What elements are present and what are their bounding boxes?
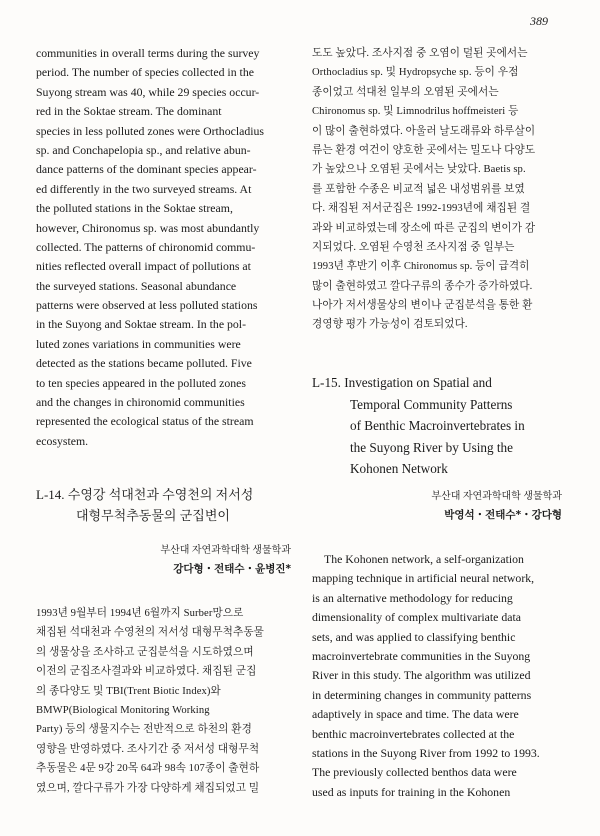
affiliation: 부산대 자연과학대학 생물학과: [431, 491, 562, 502]
heading-line: Kohonen Network: [350, 461, 448, 477]
text-line: 영향을 반영하였다. 조사기간 중 저서성 대형무척: [36, 743, 260, 755]
text-line: 1993년 후반기 이후 Chironomus sp. 등이 급격히: [312, 261, 530, 273]
text-line: however, Chironomus sp. was most abundantly: [36, 220, 260, 235]
text-line: 였으며, 깔다구류가 가장 다양하게 채집되었고 밀: [36, 782, 260, 794]
text-line: is an alternative methodology for reducing: [312, 590, 513, 605]
text-line: The previously collected benthos data were: [312, 765, 517, 780]
text-line: communities in overall terms during the survey: [36, 46, 260, 60]
byline-l15: [312, 488, 562, 524]
text-line: in determining changes in community patterns: [312, 687, 532, 702]
text-line: The Kohonen network, a self-organization: [324, 552, 524, 566]
text-line: benthic macroinvertebrates collected at the: [312, 726, 515, 741]
text-line: patterns were observed at less polluted stations: [36, 298, 258, 313]
heading-line: Temporal Community Patterns: [350, 396, 513, 412]
text-line: stations in the Suyong River from 1992 to 1993.: [312, 745, 540, 760]
text-line: 다. 채집된 저서군집은 1992-1993년에 채집된 결: [312, 203, 531, 215]
text-line: Chironomus sp. 및 Limnodrilus hoffmeisteri 등: [312, 106, 519, 118]
text-line: collected. The patterns of chironomid commu-: [36, 239, 256, 254]
text-line: and the changes in chironomid communities: [36, 395, 245, 410]
affiliation: 부산대 자연과학대학 생물학과: [160, 545, 291, 556]
text-line: Orthocladius sp. 및 Hydropsyche sp. 등이 우점: [312, 67, 519, 79]
text-line: 나아가 저서생물상의 변이나 군집분석을 통한 환: [312, 300, 533, 312]
authors: 강다형・전태수・윤병진*: [173, 563, 291, 575]
text-line: 류는 환경 여건이 양호한 곳에서는 밀도나 다양도: [312, 144, 536, 156]
section-heading-l14: [36, 484, 291, 526]
text-line: 의 종다양도 및 TBI(Trent Biotic Index)와: [36, 685, 221, 697]
abstract-l14-korean: [36, 604, 291, 798]
page-number: 389: [530, 14, 548, 28]
text-line: 과와 비교하였는데 장소에 따른 군집의 변이가 감: [312, 222, 536, 234]
heading-line: L-15. Investigation on Spatial and: [312, 375, 492, 390]
text-line: 이 많이 출현하였다. 아울러 날도래류와 하루살이: [312, 125, 536, 137]
abstract-l13-english: [36, 44, 291, 451]
text-line: sets, and was applied to classifying benthic: [312, 629, 516, 644]
text-line: Suyong stream was 40, while 29 species occur-: [36, 84, 260, 99]
abstract-l15-english: [312, 550, 562, 802]
text-line: River in this study. The algorithm was utilized: [312, 668, 531, 683]
heading-line: the Suyong River by Using the: [350, 439, 514, 455]
text-line: 채집된 석대천과 수영천의 저서성 대형무척추동물: [36, 627, 264, 639]
text-line: dance patterns of the dominant species appear-: [36, 162, 257, 177]
text-line: detected as the stations became polluted. Five: [36, 356, 252, 371]
heading-line: 대형무척추동물의 군집변이: [76, 508, 230, 523]
text-line: 의 생물상을 조사하고 군집분석을 시도하였으며: [36, 646, 254, 658]
text-line: represented the ecological status of the stream: [36, 414, 254, 429]
text-line: the surveyed stations. Seasonal abundance: [36, 278, 237, 293]
text-line: 지되었다. 오염된 수영천 조사지점 중 일부는: [312, 241, 515, 253]
text-line: ed differently in the two surveyed streams. At: [36, 181, 252, 196]
text-line: 도도 높았다. 조사지점 중 오염이 덜된 곳에서는: [312, 48, 528, 59]
text-line: 추동물은 4문 9강 20목 64과 98속 107종이 출현하: [36, 763, 260, 775]
text-line: used as inputs for training in the Kohonen: [312, 784, 511, 799]
text-line: 경영향 평가 가능성이 검토되었다.: [312, 319, 468, 331]
text-line: in the Suyong and Soktae stream. In the pol-: [36, 317, 247, 332]
text-line: 를 포함한 수종은 비교적 넓은 내성범위를 보였: [312, 183, 525, 195]
text-line: 많이 출현하였고 깔다구류의 종수가 증가하였다.: [312, 280, 533, 292]
text-line: nities reflected overall impact of pollutions at: [36, 259, 251, 274]
text-line: to ten species appeared in the polluted zones: [36, 375, 246, 390]
text-line: 1993년 9월부터 1994년 6월까지 Surber망으로: [36, 608, 244, 619]
text-line: dimensionality of complex multivariate data: [312, 610, 522, 625]
abstract-l14-korean-cont: [312, 44, 562, 335]
text-line: 종이었고 석대천 일부의 오염된 곳에서는: [312, 86, 499, 98]
authors: 박영석・전태수*・강다형: [444, 509, 562, 521]
text-line: ecosystem.: [36, 433, 89, 448]
section-heading-l15: [312, 372, 562, 480]
text-line: period. The number of species collected in the: [36, 65, 254, 80]
byline-l14: [36, 542, 291, 578]
text-line: the polluted stations in the Soktae stream,: [36, 201, 233, 216]
text-line: 이전의 군집조사결과와 비교하였다. 채집된 군집: [36, 666, 257, 678]
text-line: species in less polluted zones were Orthocladius: [36, 123, 265, 138]
heading-line: L-14. 수영강 석대천과 수영천의 저서성: [36, 487, 254, 502]
text-line: mapping technique in artificial neural network,: [312, 571, 535, 586]
text-line: macroinvertebrate communities in the Suyong: [312, 648, 531, 663]
text-line: BMWP(Biological Monitoring Working: [36, 704, 210, 716]
text-line: sp. and Conchapelopia sp., and relative abun-: [36, 142, 251, 157]
text-line: luted zones variations in communities were: [36, 336, 241, 351]
text-line: Party) 등의 생물지수는 전반적으로 하천의 환경: [36, 724, 252, 736]
text-line: 가 높았으나 오염된 곳에서는 낮았다. Baetis sp.: [312, 164, 526, 176]
text-line: red in the Soktae stream. The dominant: [36, 104, 222, 119]
text-line: adaptively in space and time. The data were: [312, 707, 519, 722]
heading-line: of Benthic Macroinvertebrates in: [350, 418, 525, 434]
